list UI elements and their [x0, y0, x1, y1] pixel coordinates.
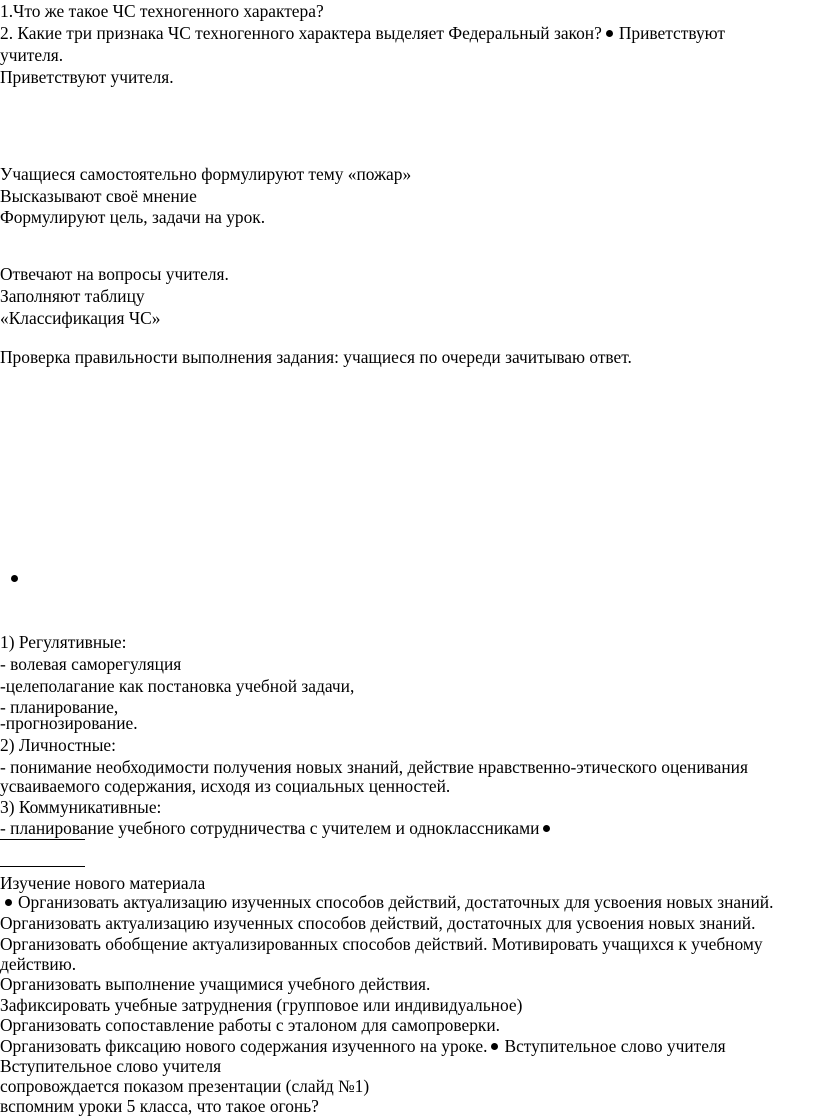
text-line-a2: Заполняют таблицу	[0, 286, 145, 306]
text-line-l3: усваиваемого содержания, исходя из социальных ценностей.	[0, 776, 451, 796]
text-line-c2	[0, 818, 556, 838]
text-line-m0: Изучение нового материала	[0, 873, 206, 893]
bullet-icon	[606, 30, 613, 37]
text-line-teacher-b: Приветствуют учителя.	[0, 67, 174, 87]
text-m1: Организовать актуализацию изученных способов действий, достаточных для усвоения новых знаний.	[18, 892, 774, 912]
bullet-icon	[11, 575, 18, 582]
text-m8-tail: Вступительное слово учителя	[504, 1036, 726, 1056]
text-q2: 2. Какие три признака ЧС техногенного характера выделяет Федеральный закон?	[0, 23, 602, 43]
text-line-m11: вспомним уроки 5 класса, что такое огонь?	[0, 1096, 319, 1116]
underline-rule	[0, 839, 85, 840]
bullet-icon	[543, 825, 550, 832]
separator-rule	[0, 866, 85, 867]
text-line-teacher-a: учителя.	[0, 45, 64, 65]
text-line-c1: 3) Коммуникативные:	[0, 797, 162, 817]
text-line-s3: Формулируют цель, задачи на урок.	[0, 207, 266, 227]
text-line-m9: Вступительное слово учителя	[0, 1056, 222, 1076]
text-line-q2	[0, 23, 725, 43]
text-c2: - планирование учебного сотрудничества с учителем и одноклассниками	[0, 818, 540, 838]
text-line-s2: Высказывают своё мнение	[0, 186, 197, 206]
text-line-m2: Организовать актуализацию изученных способов действий, достаточных для усвоения новых знаний.	[0, 913, 756, 933]
text-line-r3: -целеполагание как постановка учебной задачи,	[0, 676, 355, 696]
text-line-r2: - волевая саморегуляция	[0, 654, 182, 674]
text-line-a1: Отвечают на вопросы учителя.	[0, 264, 229, 284]
text-line-l1: 2) Личностные:	[0, 735, 116, 755]
text-m8: Организовать фиксацию нового содержания изученного на уроке.	[0, 1036, 488, 1056]
text-line-m3: Организовать обобщение актуализированных способов действий. Мотивировать учащихся к учебному	[0, 934, 763, 954]
text-line-r1: 1) Регулятивные:	[0, 632, 127, 652]
text-line-m4: действию.	[0, 954, 77, 974]
text-line-m6: Зафиксировать учебные затруднения (групповое или индивидуальное)	[0, 995, 523, 1015]
text-line-m7: Организовать сопоставление работы с эталоном для самопроверки.	[0, 1015, 500, 1035]
text-line-q1: 1.Что же такое ЧС техногенного характера?	[0, 1, 324, 21]
text-line-a3: «Классификация ЧС»	[0, 308, 161, 328]
text-line-s1: Учащиеся самостоятельно формулируют тему «пожар»	[0, 164, 412, 184]
text-line-m10: сопровождается показом презентации (слайд №1)	[0, 1076, 370, 1096]
bullet-icon	[5, 899, 12, 906]
text-line-l2: - понимание необходимости получения новых знаний, действие нравственно-этического оценивания	[0, 757, 748, 777]
text-line-r4: - планирование,	[0, 697, 119, 717]
text-q2-tail: Приветствуют	[618, 23, 726, 43]
text-line-m1	[0, 892, 773, 912]
text-line-r5: -прогнозирование.	[0, 713, 138, 733]
bullet-icon	[491, 1043, 498, 1050]
text-line-m5: Организовать выполнение учащимися учебного действия.	[0, 974, 431, 994]
text-line-m8	[0, 1036, 726, 1056]
text-line-a4: Проверка правильности выполнения задания: учащиеся по очереди зачитываю ответ.	[0, 347, 632, 367]
